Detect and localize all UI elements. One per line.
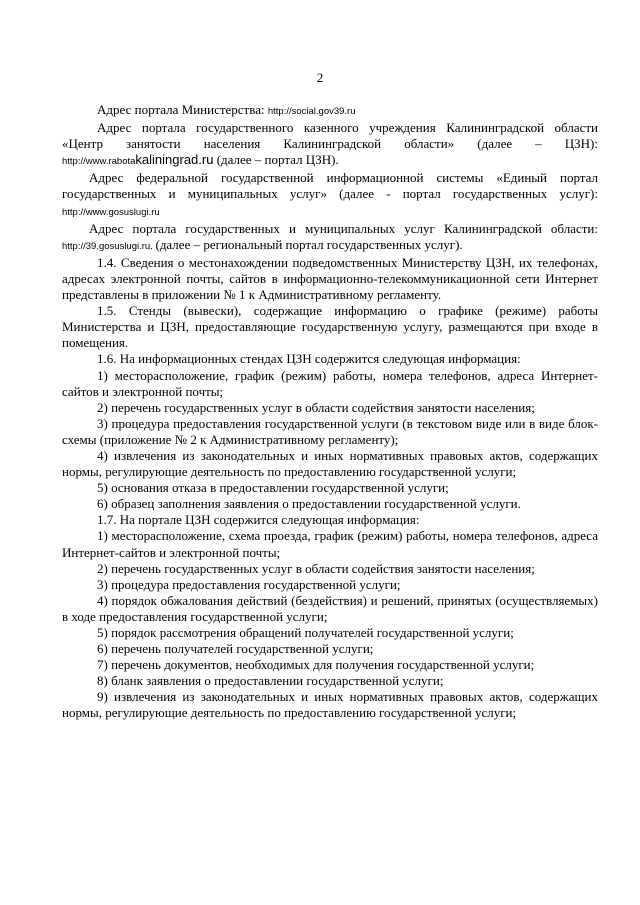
paragraph-federal-portal: Адрес федеральной государственной информационной системы «Единый портал государственных и муниципальных услуг» (далее - портал государственных услуг): http://www.gosuslugi.ru (62, 170, 598, 218)
paragraph-1-5: 1.5. Стенды (вывески), содержащие информацию о графике (режиме) работы Министерства и ЦЗН, предоставляющие государственную услугу, размещаются при входе в помещения. (62, 303, 598, 351)
list-item: 7) перечень документов, необходимых для получения государственной услуги; (97, 657, 535, 673)
list-item: 4) порядок обжалования действий (бездействия) и решений, принятых (осуществляемых) в ходе предоставления государственной услуги; (62, 592, 598, 624)
document-body (62, 102, 598, 722)
paragraph-regional-portal: Адрес портала государственных и муниципальных услуг Калининградской области: http://39.gosuslugi.ru. (далее – региональный портал государственных услуг). (62, 220, 598, 252)
list-item: 1) месторасположение, график (режим) работы, номера телефонов, адреса Интернет-сайтов и электронной почты; (62, 367, 598, 399)
paragraph-czn-portal: Адрес портала государственного казенного учреждения Калининградской области «Центр занятости населения Калининградской области» (далее – ЦЗН): http://www.rabotakaliningrad.ru (далее – портал ЦЗН). (62, 120, 598, 168)
czn-portal-link[interactable]: http://www.rabota (62, 156, 136, 168)
paragraph-1-4: 1.4. Сведения о местонахождении подведомственных Министерству ЦЗН, их телефонах, адресах электронной почты, сайтов в информационно-телекоммуникационной сети Интернет представлены в приложении № 1 к Административному регламенту. (62, 254, 598, 303)
paragraph-1-7: 1.7. На портале ЦЗН содержится следующая информация: (97, 512, 420, 528)
list-item: 8) бланк заявления о предоставлении государственной услуги; (97, 673, 444, 689)
paragraph-1-6: 1.6. На информационных стендах ЦЗН содержится следующая информация: (97, 351, 521, 367)
list-item: 2) перечень государственных услуг в области содействия занятости населения; (97, 399, 535, 415)
list-item: 4) извлечения из законодательных и иных нормативных правовых актов, содержащих нормы, регулирующие деятельность по предоставлению государственной услуги; (62, 447, 598, 480)
list-item: 6) образец заполнения заявления о предоставлении государственной услуги. (97, 496, 521, 512)
list-item: 5) основания отказа в предоставлении государственной услуги; (97, 480, 449, 496)
page-number: 2 (316, 70, 324, 85)
list-item: 3) процедура предоставления государственной услуги; (97, 576, 401, 592)
ministry-portal-link[interactable]: http://social.gov39.ru (267, 106, 356, 117)
list-item: 9) извлечения из законодательных и иных нормативных правовых актов, содержащих нормы, регулирующие деятельность по предоставлению государственной услуги; (62, 689, 598, 721)
list-item: 3) процедура предоставления государственной услуги (в текстовом виде или в виде блок-схемы (приложение № 2 к Административному регламенту); (62, 415, 598, 447)
paragraph-ministry-portal: Адрес портала Министерства: http://social.gov39.ru (97, 102, 356, 117)
list-item: 1) месторасположение, схема проезда, график (режим) работы, номера телефонов, адреса Интернет-сайтов и электронной почты; (62, 528, 598, 560)
list-item: 5) порядок рассмотрения обращений получателей государственной услуги; (97, 625, 514, 640)
list-item: 6) перечень получателей государственной услуги; (97, 641, 374, 657)
regional-portal-link[interactable]: http://39.gosuslugi.ru. (62, 240, 156, 252)
gosuslugi-link[interactable]: http://www.gosuslugi.ru (62, 206, 160, 218)
list-item: 2) перечень государственных услуг в области содействия занятости населения; (97, 560, 535, 576)
